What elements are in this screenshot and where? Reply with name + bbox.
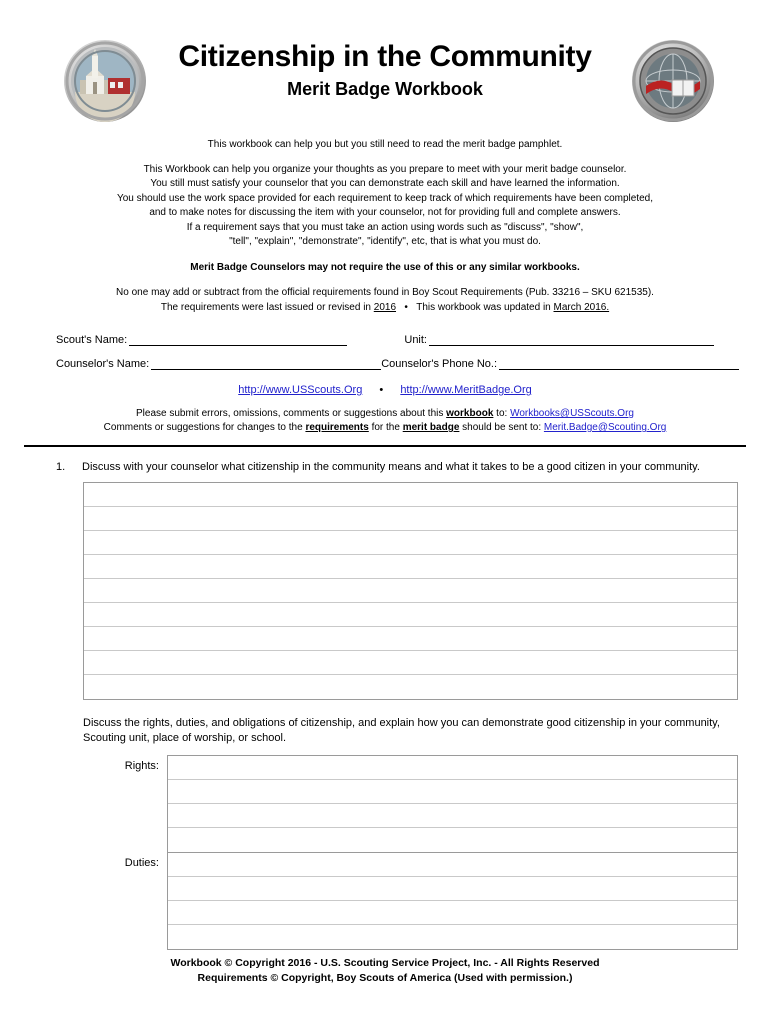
intro-counselor-note: Merit Badge Counselors may not require the use of this or any similar workbooks. [190,261,580,273]
unit-input[interactable] [429,333,714,346]
duties-field-group [83,852,746,950]
workbooks-email-link[interactable]: Workbooks@USScouts.Org [510,408,634,419]
answer-line[interactable] [84,531,737,555]
submit-mid: to: [493,408,511,419]
footer-copyright-workbook: Workbook © Copyright 2016 - U.S. Scouting Service Project, Inc. - All Rights Reserved [170,957,600,969]
answer-line[interactable] [168,901,737,925]
answer-line[interactable] [168,780,737,804]
revision-bullet: • [404,301,408,313]
intro-tagline: This workbook can help you but you still need to read the merit badge pamphlet. [207,139,563,150]
answer-line[interactable] [84,627,737,651]
answer-line[interactable] [168,925,737,949]
page-title: Citizenship in the Community [178,40,592,73]
intro-line-4: and to make notes for discussing the item with your counselor, not for providing full and complete answers. [149,207,621,218]
answer-line[interactable] [84,675,737,699]
requirements-word: requirements [305,422,369,433]
answer-line[interactable] [168,853,737,877]
submit-errors-line [0,407,770,421]
meritbadge-link[interactable]: http://www.MeritBadge.Org [400,384,532,396]
duties-answer-box[interactable] [167,852,738,950]
requirement-1-number: 1. [56,461,66,473]
header-divider [24,445,746,447]
intro-line-5: If a requirement says that you must take an action using words such as "discuss", "show", [186,221,584,233]
answer-line[interactable] [84,603,737,627]
intro-revision-note [0,301,770,316]
comments-mid: for the [368,422,403,433]
footer-copyright-requirements: Requirements © Copyright, Boy Scouts of America (Used with permission.) [197,972,573,984]
intro-line-3: You should use the work space provided for each requirement to keep track of which requirements have been completed, [116,192,654,204]
submit-prefix: Please submit errors, omissions, comments or suggestions about this [136,408,447,419]
duties-label: Duties: [124,857,159,869]
requirement-1-answer-box[interactable] [83,482,738,700]
rights-field-group [83,755,746,853]
identity-fields [56,333,714,370]
comments-post: should be sent to: [459,422,544,433]
site-links [0,384,770,396]
revision-year: 2016 [373,301,397,313]
counselor-phone-input[interactable] [499,357,739,370]
answer-line[interactable] [168,877,737,901]
answer-line[interactable] [168,804,737,828]
counselor-phone-label: Counselor's Phone No.: [381,358,498,370]
requirement-1 [56,460,746,950]
usscouts-service-project-badge-icon [632,40,714,122]
intro-block [0,138,770,315]
workbook-word: workbook [446,408,494,419]
usscouts-link[interactable]: http://www.USScouts.Org [238,384,363,396]
counselor-name-input[interactable] [151,357,381,370]
contact-block [0,407,770,435]
page-footer [0,956,770,986]
comments-prefix: Comments or suggestions for changes to the [103,422,306,433]
comments-line [0,421,770,435]
scout-name-input[interactable] [129,333,347,346]
answer-line[interactable] [84,555,737,579]
requirement-1-text: Discuss with your counselor what citizenship in the community means and what it takes to be a good citizen in your community. [82,461,700,473]
answer-line[interactable] [84,507,737,531]
revision-prefix: The requirements were last issued or revised in [160,301,374,313]
counselor-name-label: Counselor's Name: [56,358,150,370]
update-date: March 2016. [553,301,610,313]
unit-label: Unit: [404,334,427,346]
scout-name-label: Scout's Name: [56,334,128,346]
links-separator: • [379,384,384,396]
rights-answer-box[interactable] [167,755,738,853]
answer-line[interactable] [84,651,737,675]
intro-line-1: This Workbook can help you organize your thoughts as you prepare to meet with your merit badge counselor. [143,163,627,175]
answer-line[interactable] [84,579,737,603]
intro-line-2: You still must satisfy your counselor that you can demonstrate each skill and have learned the information. [150,178,620,189]
merit-badge-word: merit badge [402,422,460,433]
page-header [0,0,770,126]
page-subtitle: Merit Badge Workbook [287,79,483,99]
intro-official-req-note: No one may add or subtract from the official requirements found in Boy Scout Requirements (Pub. 33216 – SKU 621535). [116,287,654,298]
rights-label: Rights: [124,760,159,772]
update-prefix: This workbook was updated in [416,301,554,313]
answer-line[interactable] [84,483,737,507]
answer-line[interactable] [168,828,737,852]
intro-line-6: "tell", "explain", "demonstrate", "identify", etc, that is what you must do. [229,236,541,247]
answer-line[interactable] [168,756,737,780]
requirement-1-subquestion: Discuss the rights, duties, and obligations of citizenship, and explain how you can demonstrate good citizenship in your community, Scouting unit, place of worship, or school. [83,717,720,744]
citizenship-in-the-community-badge-icon [64,40,146,122]
meritbadge-email-link[interactable]: Merit.Badge@Scouting.Org [543,422,667,433]
